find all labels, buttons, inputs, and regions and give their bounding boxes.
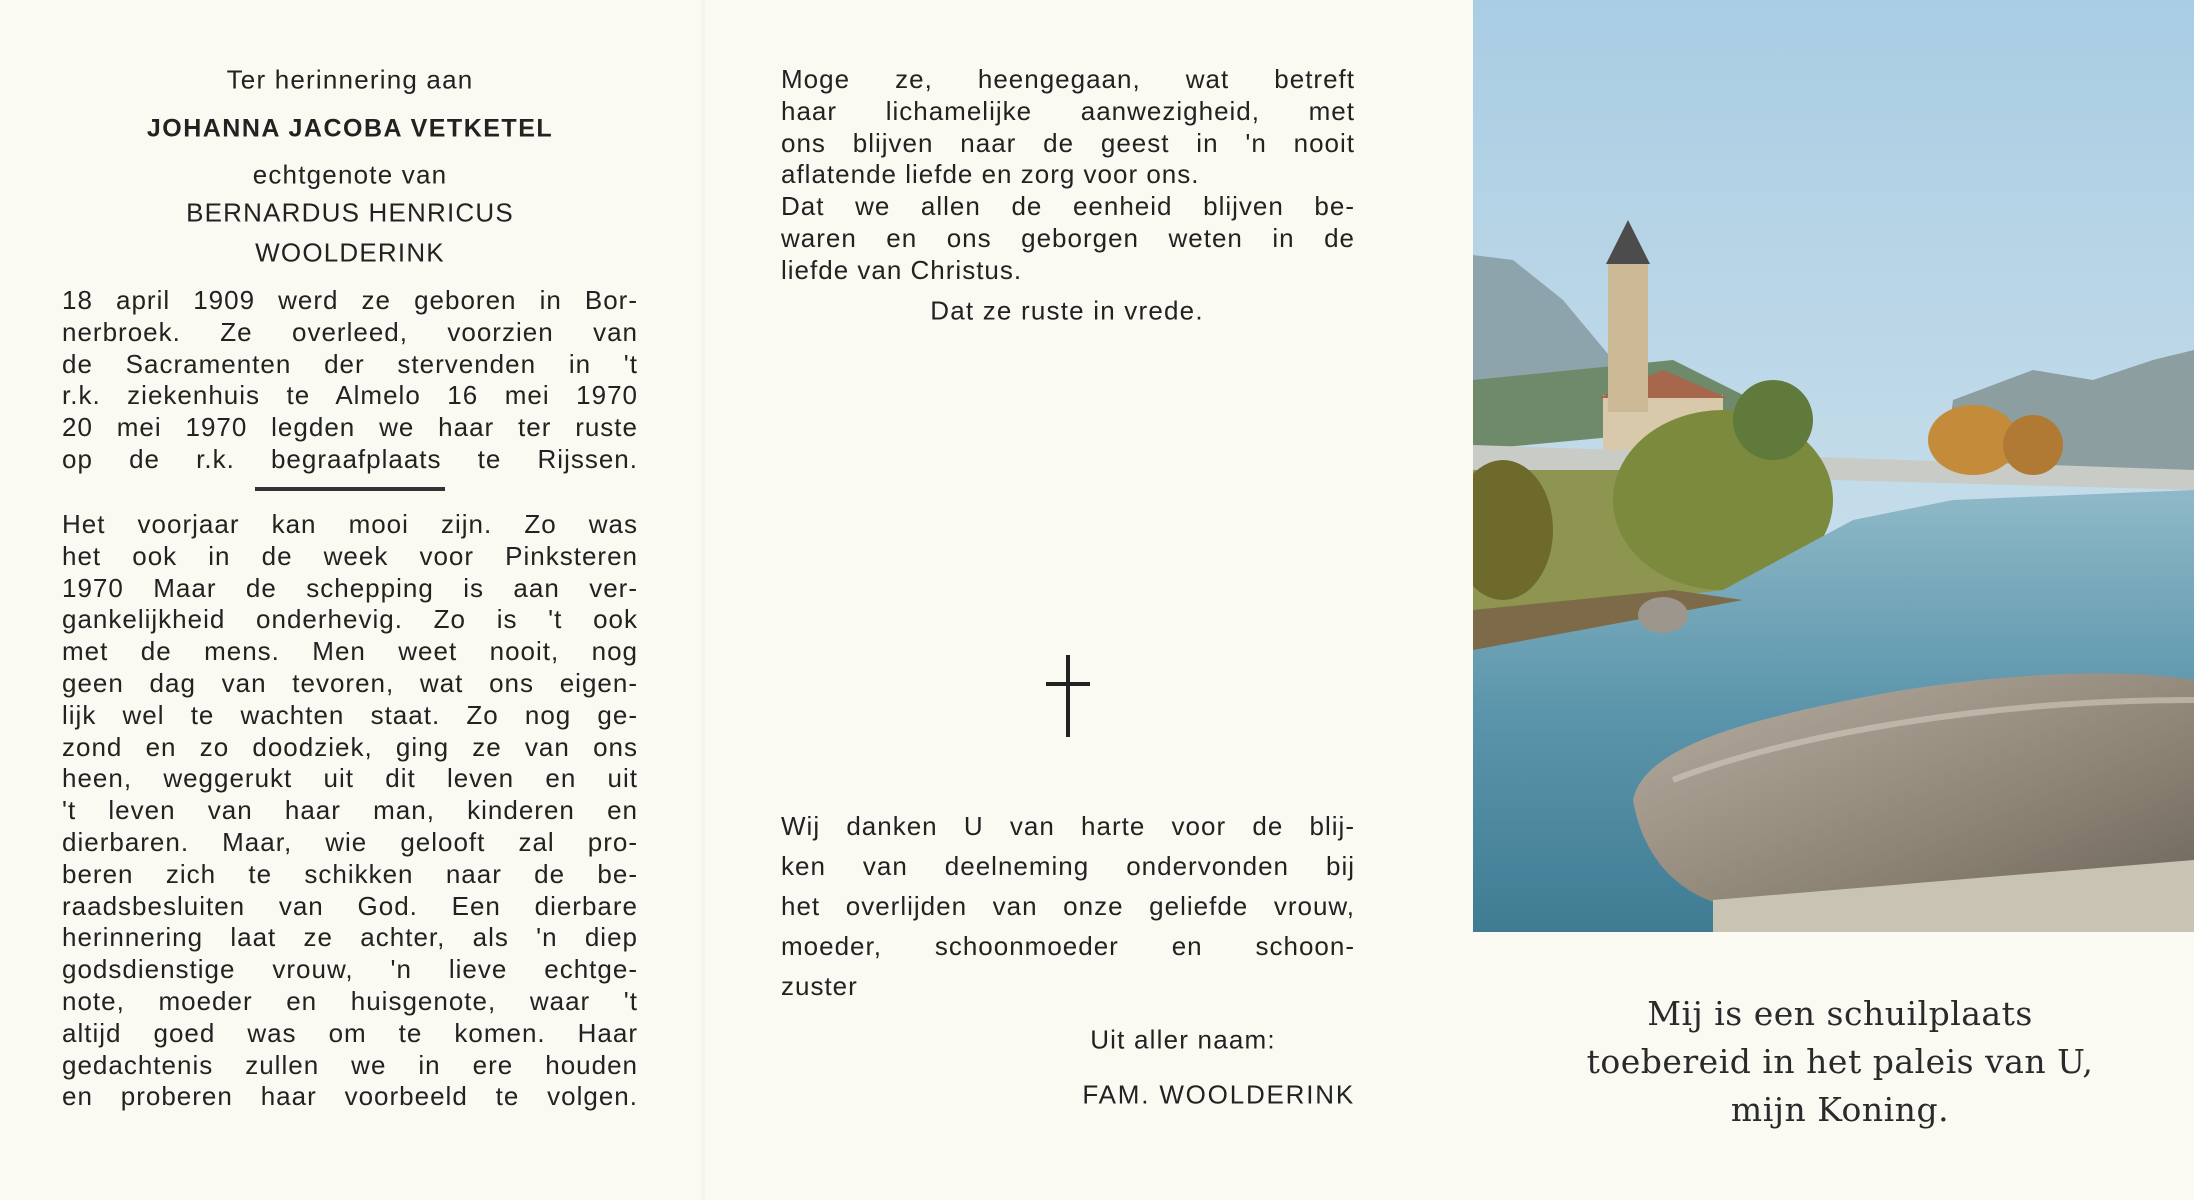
bio-line: r.k. ziekenhuis te Almelo 16 mei 1970 (62, 380, 638, 411)
cross-icon (1046, 655, 1090, 737)
rest-in-peace: Dat ze ruste in vrede. (930, 295, 1204, 326)
thanks-line: moeder, schoonmoeder en schoon- (781, 931, 1355, 961)
reflection-line: note, moeder en huisgenote, waar 't (62, 985, 638, 1016)
bio-line: nerbroek. Ze overleed, voorzien van (62, 316, 638, 347)
relation-text: echtgenote van (252, 159, 448, 190)
reflection-line: gedachtenis zullen we in ere houden (62, 1049, 638, 1080)
verse (1540, 990, 2140, 1134)
fold-line (700, 0, 706, 1200)
bio-line: 18 april 1909 werd ze geboren in Bor- (62, 285, 638, 315)
reflection-line: dierbaren. Maar, wie gelooft zal pro- (62, 826, 638, 857)
signoff: Uit aller naam: (1090, 1024, 1276, 1055)
prayer-line: Dat we allen de eenheid blijven be- (781, 191, 1355, 222)
spouse-name-line1: BERNARDUS HENRICUS (186, 197, 514, 228)
deceased-name: JOHANNA JACOBA VETKETEL (146, 114, 554, 143)
reflection-line: beren zich te schikken naar de be- (62, 858, 638, 889)
prayer-line: waren en ons geborgen weten in de (781, 222, 1355, 253)
prayer-line: ons blijven naar de geest in 'n nooit (781, 127, 1355, 158)
reflection-line: het ook in de week voor Pinksteren (62, 540, 638, 571)
intro-text: Ter herinnering aan (226, 64, 474, 95)
prayer-line: aflatende liefde en zorg voor ons. (781, 159, 1200, 190)
reflection-line: godsdienstige vrouw, 'n lieve echtge- (62, 954, 638, 985)
bio-line: 20 mei 1970 legden we haar ter ruste (62, 412, 638, 443)
prayer-line: liefde van Christus. (781, 254, 1023, 285)
landscape-illustration (1473, 0, 2194, 932)
thanks-line: het overlijden van onze geliefde vrouw, (781, 891, 1355, 921)
reflection-line: lijk wel te wachten staat. Zo nog ge- (62, 699, 638, 730)
reflection-line: altijd goed was om te komen. Haar (62, 1017, 638, 1048)
reflection-line: gankelijkheid onderhevig. Zo is 't ook (62, 604, 638, 635)
thanks-line: zuster (781, 971, 858, 1001)
reflection-line: 't leven van haar man, kinderen en (62, 795, 638, 826)
divider (255, 487, 445, 491)
reflection-line: zond en zo doodziek, ging ze van ons (62, 731, 638, 762)
thanks-message (781, 806, 1355, 1006)
prayer-line: Moge ze, heengegaan, wat betreft (781, 64, 1355, 94)
photo-landscape (1473, 0, 2194, 932)
prayer-line: haar lichamelijke aanwezigheid, met (781, 95, 1355, 126)
family-name: FAM. WOOLDERINK (1082, 1079, 1355, 1110)
spouse-name-line2: WOOLDERINK (255, 237, 445, 268)
reflection-line: met de mens. Men weet nooit, nog (62, 636, 638, 667)
reflection-line: geen dag van tevoren, wat ons eigen- (62, 667, 638, 698)
prayer (781, 64, 1355, 287)
thanks-line: Wij danken U van harte voor de blij- (781, 811, 1355, 841)
verse-line: mijn Koning. (1730, 1090, 1950, 1129)
bio-line: de Sacramenten der stervenden in 't (62, 348, 638, 379)
reflection (62, 509, 638, 1113)
reflection-line: en proberen haar voorbeeld te volgen. (62, 1081, 638, 1112)
reflection-line: 1970 Maar de schepping is aan ver- (62, 572, 638, 603)
reflection-line: Het voorjaar kan mooi zijn. Zo was (62, 509, 638, 539)
thanks-line: ken van deelneming ondervonden bij (781, 851, 1355, 881)
biography (62, 285, 638, 476)
reflection-line: raadsbesluiten van God. Een dierbare (62, 890, 638, 921)
verse-line: Mij is een schuilplaats (1647, 994, 2033, 1033)
bio-line: op de r.k. begraafplaats te Rijssen. (62, 443, 638, 474)
reflection-line: heen, weggerukt uit dit leven en uit (62, 763, 638, 794)
verse-line: toebereid in het paleis van U, (1586, 1042, 2094, 1081)
reflection-line: herinnering laat ze achter, als 'n diep (62, 922, 638, 953)
